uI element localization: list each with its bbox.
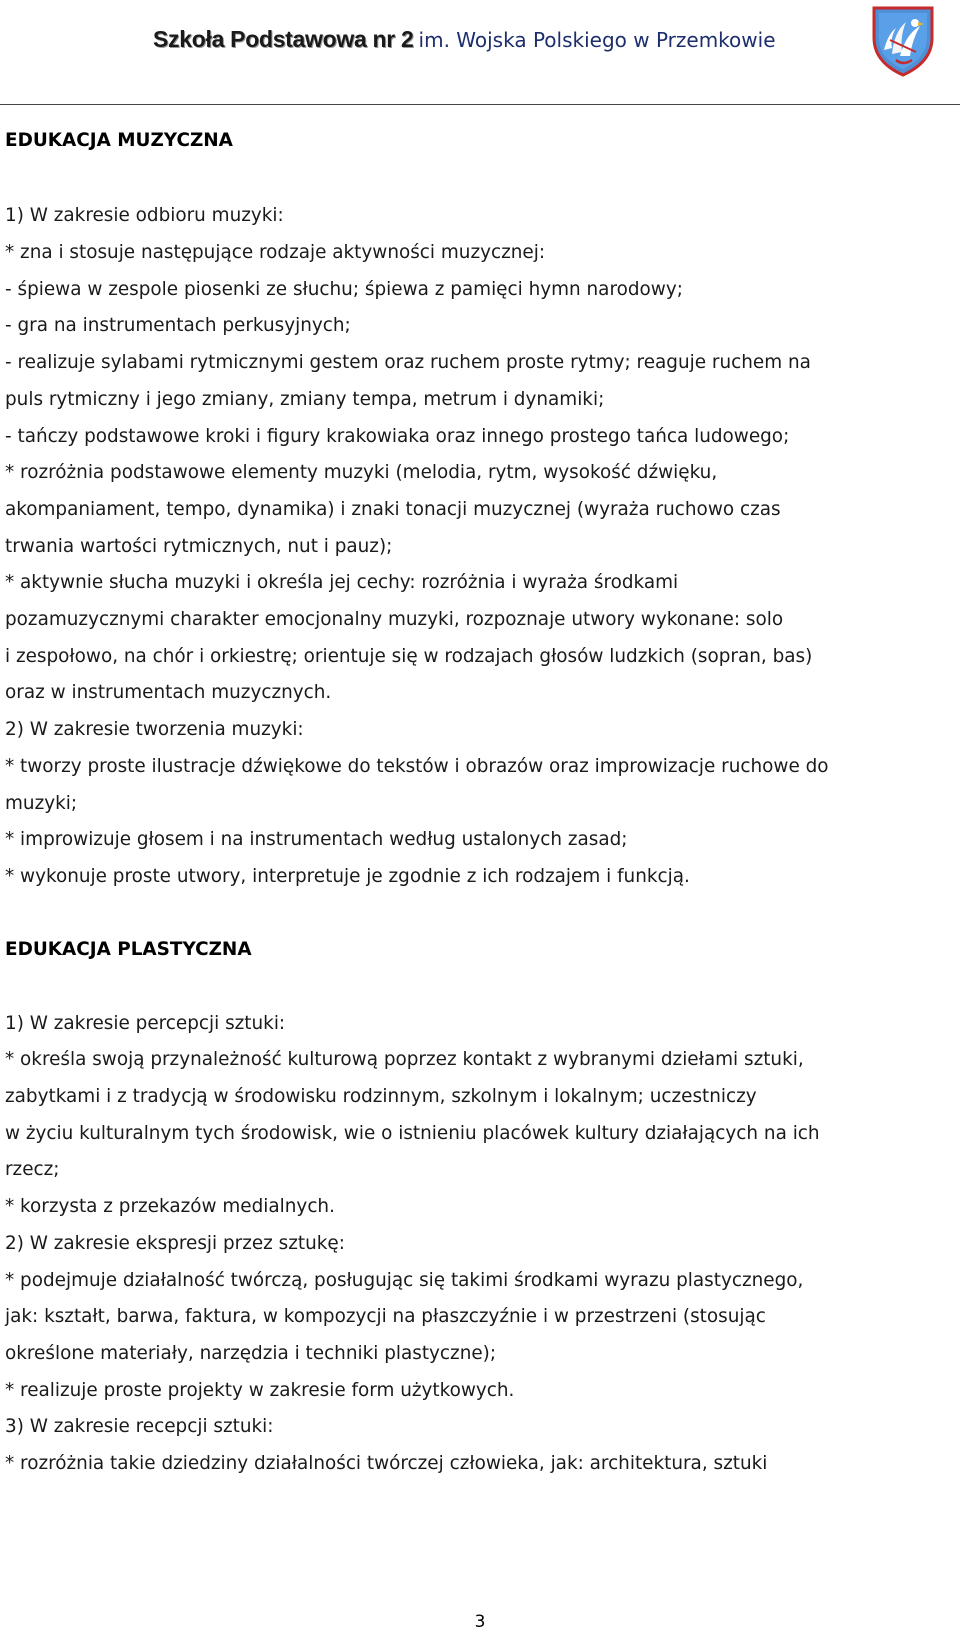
school-name: Szkoła Podstawowa nr 2 [153, 26, 414, 52]
subsection-heading: 1) W zakresie odbioru muzyki: [5, 205, 284, 226]
text-line: rzecz; [5, 1159, 60, 1180]
text-line: i zespołowo, na chór i orkiestrę; orientuje się w rodzajach głosów ludzkich (sopran, bas) [5, 646, 813, 667]
text-line: - realizuje sylabami rytmicznymi gestem oraz ruchem proste rytmy; reaguje ruchem na [5, 352, 811, 373]
text-line: * tworzy proste ilustracje dźwiękowe do tekstów i obrazów oraz improwizacje ruchowe do [5, 756, 829, 777]
subsection-heading: 1) W zakresie percepcji sztuki: [5, 1013, 286, 1034]
page-header [0, 0, 960, 105]
text-line: * zna i stosuje następujące rodzaje aktywności muzycznej: [5, 242, 546, 263]
section-heading-art: EDUKACJA PLASTYCZNA [5, 939, 252, 960]
text-line: * rozróżnia takie dziedziny działalności twórczej człowieka, jak: architektura, sztuki [5, 1453, 768, 1474]
school-crest-icon [870, 4, 936, 78]
text-line: trwania wartości rytmicznych, nut i pauz); [5, 536, 393, 557]
text-line: akompaniament, tempo, dynamika) i znaki tonacji muzycznej (wyraża ruchowo czas [5, 499, 781, 520]
text-line: muzyki; [5, 793, 78, 814]
text-line: * korzysta z przekazów medialnych. [5, 1196, 335, 1217]
page-number: 3 [474, 1612, 486, 1632]
text-line: puls rytmiczny i jego zmiany, zmiany tempa, metrum i dynamiki; [5, 389, 605, 410]
text-line: * realizuje proste projekty w zakresie form użytkowych. [5, 1380, 515, 1401]
text-line: * improwizuje głosem i na instrumentach według ustalonych zasad; [5, 829, 628, 850]
text-line: - śpiewa w zespole piosenki ze słuchu; śpiewa z pamięci hymn narodowy; [5, 279, 683, 300]
header-divider [0, 104, 960, 105]
text-line: - gra na instrumentach perkusyjnych; [5, 315, 351, 336]
text-line: pozamuzycznymi charakter emocjonalny muzyki, rozpoznaje utwory wykonane: solo [5, 609, 784, 630]
header-title [153, 24, 776, 57]
text-line: zabytkami i z tradycją w środowisku rodzinnym, szkolnym i lokalnym; uczestniczy [5, 1086, 757, 1107]
text-line: * podejmuje działalność twórczą, posługując się takimi środkami wyrazu plastycznego, [5, 1270, 804, 1291]
text-line: * rozróżnia podstawowe elementy muzyki (melodia, rytm, wysokość dźwięku, [5, 462, 718, 483]
subsection-heading: 2) W zakresie tworzenia muzyki: [5, 719, 304, 740]
text-line: * wykonuje proste utwory, interpretuje je zgodnie z ich rodzajem i funkcją. [5, 866, 690, 887]
text-line: * określa swoją przynależność kulturową poprzez kontakt z wybranymi dziełami sztuki, [5, 1049, 804, 1070]
school-patron: im. Wojska Polskiego w Przemkowie [418, 28, 776, 52]
subsection-heading: 2) W zakresie ekspresji przez sztukę: [5, 1233, 345, 1254]
text-line: w życiu kulturalnym tych środowisk, wie o istnieniu placówek kultury działających na ich [5, 1123, 820, 1144]
subsection-heading: 3) W zakresie recepcji sztuki: [5, 1416, 274, 1437]
text-line: - tańczy podstawowe kroki i figury krakowiaka oraz innego prostego tańca ludowego; [5, 426, 790, 447]
text-line: jak: kształt, barwa, faktura, w kompozycji na płaszczyźnie i w przestrzeni (stosując [5, 1306, 766, 1327]
text-line: oraz w instrumentach muzycznych. [5, 682, 332, 703]
section-heading-music: EDUKACJA MUZYCZNA [5, 130, 233, 151]
text-line: * aktywnie słucha muzyki i określa jej cechy: rozróżnia i wyraża środkami [5, 572, 679, 593]
text-line: określone materiały, narzędzia i techniki plastyczne); [5, 1343, 497, 1364]
